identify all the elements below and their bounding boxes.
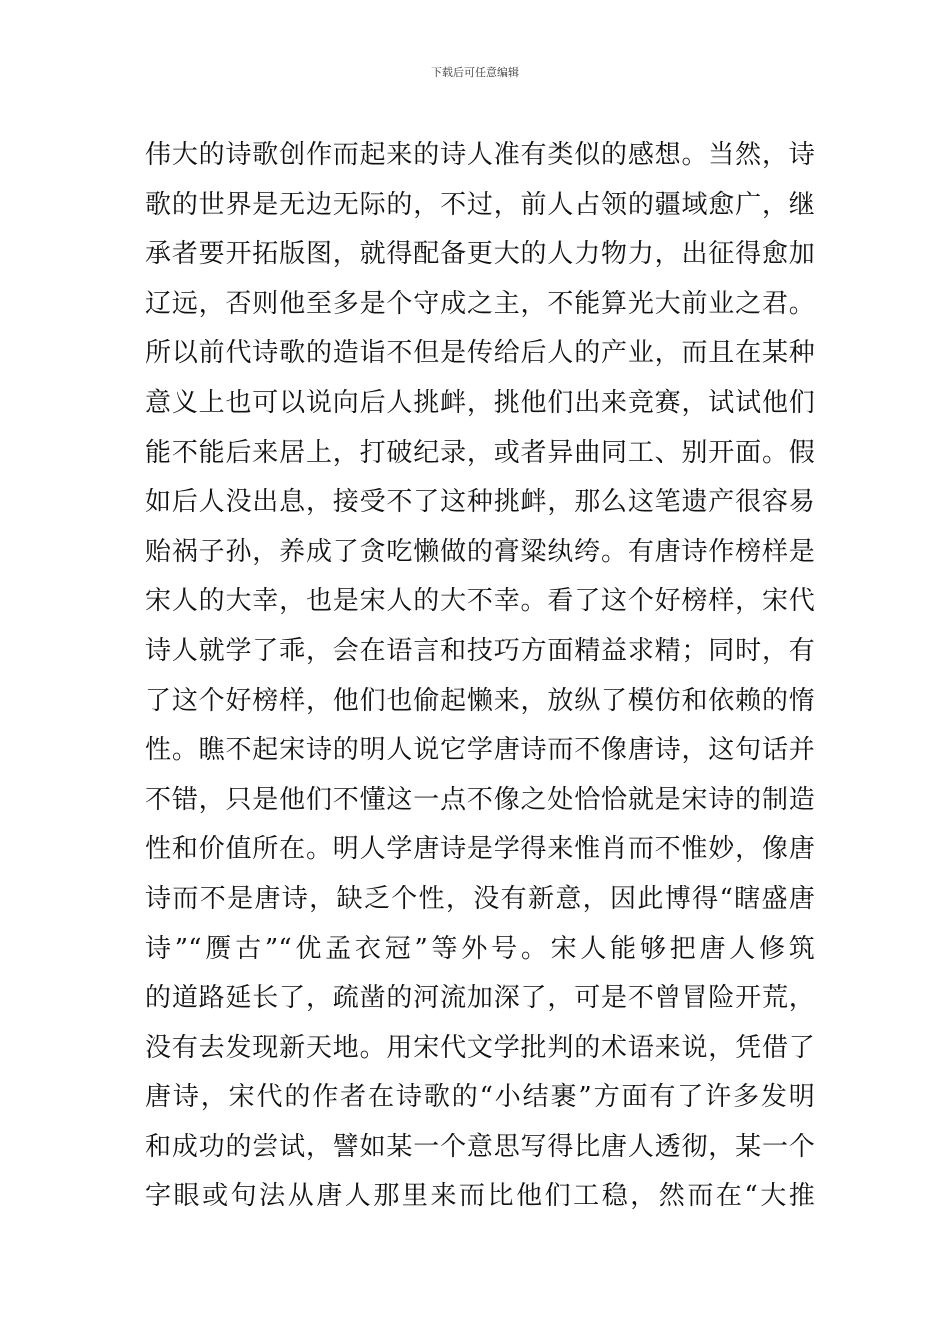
text-line: 诗”“赝古”“优孟衣冠”等外号。宋人能够把唐人修筑 xyxy=(145,933,815,964)
text-line: 性和价值所在。明人学唐诗是学得来惟肖而不惟妙，像唐 xyxy=(145,834,815,865)
text-line: 性。瞧不起宋诗的明人说它学唐诗而不像唐诗，这句话并 xyxy=(145,735,815,766)
text-line: 如后人没出息，接受不了这种挑衅，那么这笔遗产很容易 xyxy=(145,487,815,518)
page-header: 下载后可任意编辑 xyxy=(431,66,519,79)
text-line: 不错，只是他们不懂这一点不像之处恰恰就是宋诗的制造 xyxy=(145,784,815,815)
text-line: 歌的世界是无边无际的，不过，前人占领的疆域愈广，继 xyxy=(145,189,815,220)
text-line: 诗人就学了乖，会在语言和技巧方面精益求精；同时，有 xyxy=(145,635,815,666)
text-line: 贻祸子孙，养成了贪吃懒做的膏粱纨绔。有唐诗作榜样是 xyxy=(145,536,815,567)
text-line: 宋人的大幸，也是宋人的大不幸。看了这个好榜样，宋代 xyxy=(145,586,815,617)
body-text xyxy=(145,131,815,1222)
text-line: 和成功的尝试，譬如某一个意思写得比唐人透彻，某一个 xyxy=(145,1131,815,1162)
text-line: 所以前代诗歌的造诣不但是传给后人的产业，而且在某种 xyxy=(145,338,815,369)
text-line: 没有去发现新天地。用宋代文学批判的术语来说，凭借了 xyxy=(145,1032,815,1063)
text-line: 诗而不是唐诗，缺乏个性，没有新意，因此博得“瞎盛唐 xyxy=(145,883,815,914)
text-line: 了这个好榜样，他们也偷起懒来，放纵了模仿和依赖的惰 xyxy=(145,685,815,716)
text-line: 伟大的诗歌创作而起来的诗人准有类似的感想。当然，诗 xyxy=(145,140,815,170)
text-line: 承者要开拓版图，就得配备更大的人力物力，出征得愈加 xyxy=(145,239,815,270)
text-line: 唐诗，宋代的作者在诗歌的“小结裹”方面有了许多发明 xyxy=(145,1082,815,1113)
text-line: 辽远，否则他至多是个守成之主，不能算光大前业之君。 xyxy=(145,288,815,319)
text-line: 能不能后来居上，打破纪录，或者异曲同工、别开面。假 xyxy=(145,437,815,468)
text-line: 的道路延长了，疏凿的河流加深了，可是不曾冒险开荒， xyxy=(145,983,815,1014)
text-line: 字眼或句法从唐人那里来而比他们工稳，然而在“大推 xyxy=(145,1181,815,1212)
text-line: 意义上也可以说向后人挑衅，挑他们出来竞赛，试试他们 xyxy=(145,387,815,418)
